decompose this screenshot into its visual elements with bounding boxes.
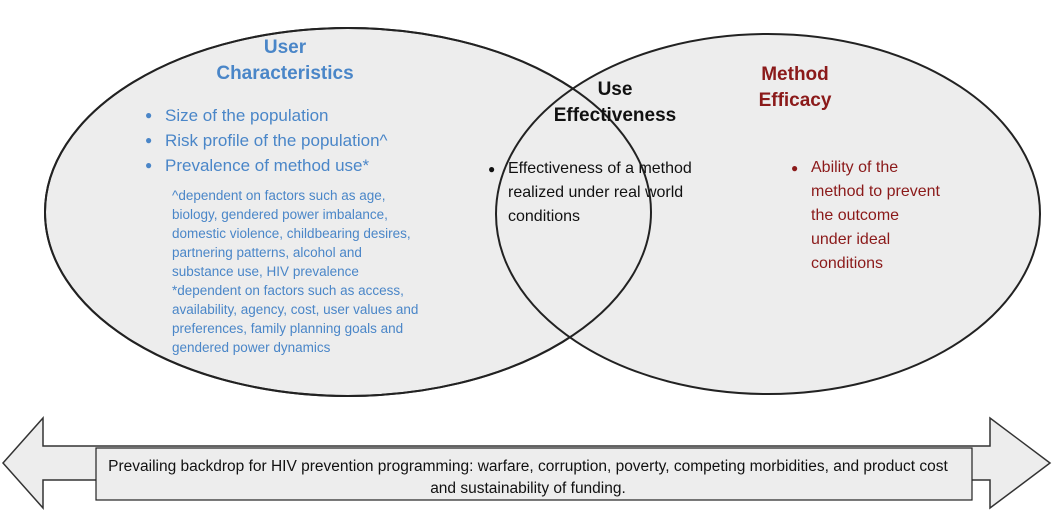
user-characteristics-title <box>135 35 435 87</box>
backdrop-text: Prevailing backdrop for HIV prevention programming: warfare, corruption, poverty, competing morbidities, and product cost and sustainability of funding. <box>108 458 948 497</box>
method-bullet-ability: ● Ability of the method to prevent the outcome under ideal conditions <box>791 156 941 276</box>
user-characteristics-title-text: User Characteristics <box>216 37 354 84</box>
user-characteristics-bullet-list <box>145 103 475 178</box>
method-efficacy-bullet-list <box>791 156 941 276</box>
user-bullet-prevalence: ● Prevalence of method use* <box>145 153 475 178</box>
use-effectiveness-title <box>520 77 710 129</box>
use-bullet-effectiveness: ● Effectiveness of a method realized under real world conditions <box>488 157 698 229</box>
method-efficacy-title <box>715 62 875 114</box>
user-bullet-risk: ● Risk profile of the population^ <box>145 128 475 153</box>
use-effectiveness-bullet-list <box>488 157 698 229</box>
method-efficacy-title-text: Method Efficacy <box>758 64 832 111</box>
use-effectiveness-title-text: Use Effectiveness <box>553 79 677 126</box>
user-bullet-size: ● Size of the population <box>145 103 475 128</box>
user-characteristics-notes: ^dependent on factors such as age, biology, gendered power imbalance, domestic violence, childbearing desires, partnering patterns, alcohol and substance use, HIV prevalence *dependent on factors such as access, availability, agency, cost, user values and preferences, family planning goals and gendered power dynamics <box>172 188 419 355</box>
